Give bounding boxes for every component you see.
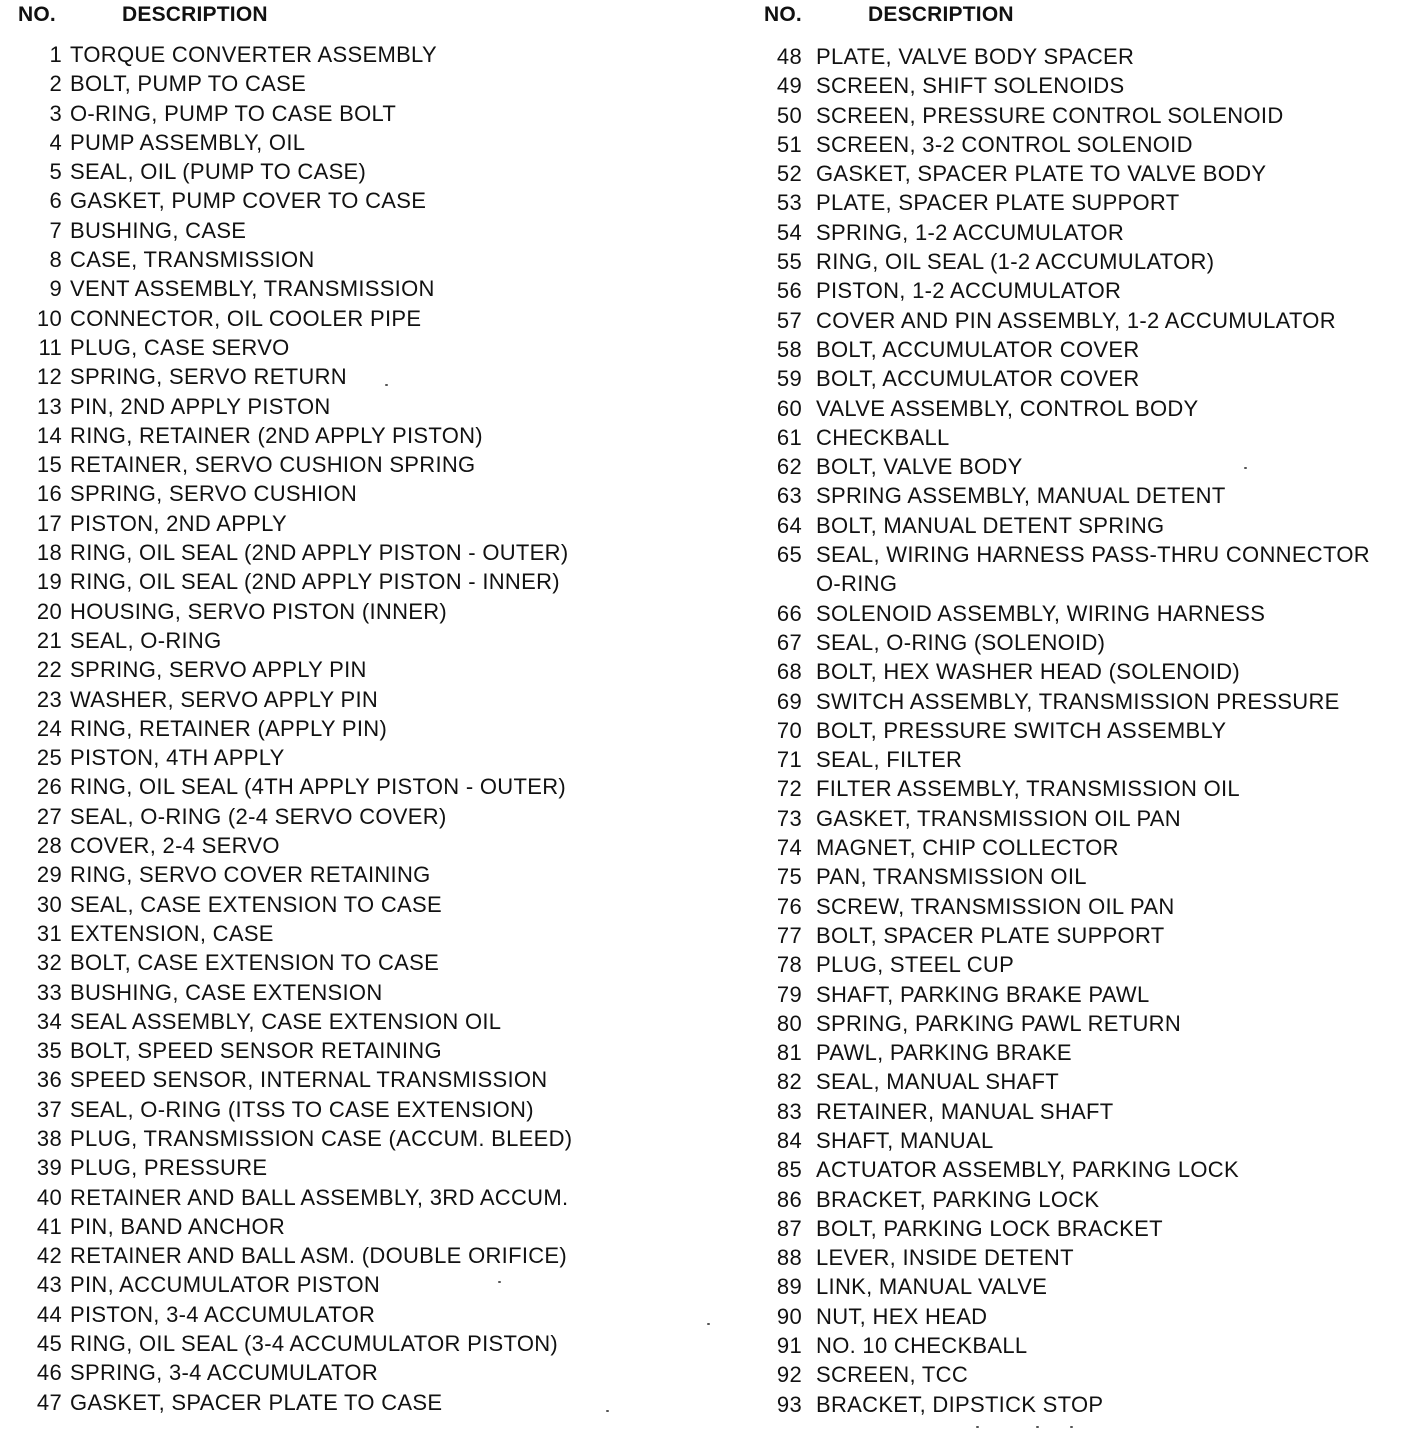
part-number: 22 — [36, 657, 62, 683]
part-description: RING, RETAINER (2ND APPLY PISTON) — [70, 422, 483, 448]
part-number: 59 — [776, 366, 802, 392]
part-row — [764, 130, 1370, 159]
part-row — [18, 1153, 572, 1182]
part-number: 85 — [776, 1157, 802, 1183]
part-description: BOLT, CASE EXTENSION TO CASE — [70, 950, 440, 976]
part-description: CHECKBALL — [816, 424, 950, 450]
part-description: CASE, TRANSMISSION — [70, 247, 315, 273]
part-number: 1 — [49, 42, 62, 67]
part-number: 64 — [776, 512, 802, 538]
part-row — [18, 216, 572, 245]
part-number: 14 — [36, 422, 62, 448]
part-row — [18, 99, 572, 128]
part-description: PIN, 2ND APPLY PISTON — [70, 393, 331, 419]
part-row — [764, 364, 1370, 393]
part-number: 84 — [776, 1127, 802, 1153]
part-description: RING, OIL SEAL (3-4 ACCUMULATOR PISTON) — [70, 1331, 559, 1357]
part-description: SEAL, O-RING — [70, 627, 222, 653]
part-description: PLUG, STEEL CUP — [816, 952, 1015, 978]
part-description: PAWL, PARKING BRAKE — [816, 1040, 1072, 1066]
part-description: NO. 10 CHECKBALL — [816, 1333, 1028, 1359]
parts-list-right-column — [764, 0, 1404, 1417]
parts-list-right — [764, 42, 1370, 1419]
part-row — [18, 1388, 572, 1417]
part-number: 32 — [36, 950, 62, 976]
part-description: SEAL, FILTER — [816, 747, 963, 773]
part-row — [764, 423, 1370, 452]
part-description: SCREW, TRANSMISSION OIL PAN — [816, 893, 1175, 919]
part-description: SEAL, O-RING (SOLENOID) — [816, 629, 1106, 655]
part-description: RING, OIL SEAL (4TH APPLY PISTON - OUTER) — [70, 774, 567, 800]
part-number: 57 — [776, 307, 802, 333]
part-number: 83 — [776, 1098, 802, 1124]
part-number: 12 — [36, 364, 62, 390]
part-number: 31 — [36, 920, 62, 946]
part-number: 92 — [776, 1362, 802, 1388]
part-number: 66 — [776, 600, 802, 626]
part-number: 63 — [776, 483, 802, 509]
part-description: BUSHING, CASE — [70, 217, 247, 243]
part-number: 90 — [776, 1303, 802, 1329]
part-description: SPRING, 3-4 ACCUMULATOR — [70, 1360, 379, 1386]
part-row — [18, 1241, 572, 1270]
scan-speck — [1036, 1426, 1039, 1428]
part-description: SCREEN, TCC — [816, 1362, 969, 1388]
part-row — [18, 509, 572, 538]
part-description: ACTUATOR ASSEMBLY, PARKING LOCK — [816, 1157, 1239, 1183]
part-description: SPEED SENSOR, INTERNAL TRANSMISSION — [70, 1067, 548, 1093]
part-description: EXTENSION, CASE — [70, 920, 274, 946]
part-row — [18, 157, 572, 186]
header-description-label: DESCRIPTION — [122, 3, 268, 26]
part-description: SEAL, O-RING (2-4 SERVO COVER) — [70, 803, 447, 829]
part-number: 33 — [36, 979, 62, 1005]
part-row — [18, 1270, 572, 1299]
part-description: SCREEN, 3-2 CONTROL SOLENOID — [816, 131, 1193, 157]
part-description: PLUG, PRESSURE — [70, 1155, 268, 1181]
part-row — [18, 714, 572, 743]
parts-list-left — [18, 40, 572, 1417]
part-row — [18, 128, 572, 157]
part-row — [764, 101, 1370, 130]
part-row — [764, 1067, 1370, 1096]
part-row — [18, 772, 572, 801]
part-number: 76 — [776, 893, 802, 919]
part-description: BUSHING, CASE EXTENSION — [70, 979, 383, 1005]
part-row — [18, 421, 572, 450]
scan-speck — [1070, 1426, 1073, 1428]
part-description: BOLT, PUMP TO CASE — [70, 71, 307, 97]
part-description: GASKET, SPACER PLATE TO VALVE BODY — [816, 161, 1267, 187]
part-row — [18, 362, 572, 391]
part-description: COVER, 2-4 SERVO — [70, 833, 280, 859]
part-number: 50 — [776, 102, 802, 128]
part-row — [18, 1095, 572, 1124]
part-description: TORQUE CONVERTER ASSEMBLY — [70, 42, 437, 67]
part-number: 61 — [776, 424, 802, 450]
part-row — [764, 1185, 1370, 1214]
part-number: 35 — [36, 1038, 62, 1064]
part-description: SPRING, SERVO APPLY PIN — [70, 657, 367, 683]
part-number: 40 — [36, 1184, 62, 1210]
part-number: 39 — [36, 1155, 62, 1181]
part-row — [764, 1272, 1370, 1301]
part-row — [18, 1329, 572, 1358]
part-description: PISTON, 3-4 ACCUMULATOR — [70, 1301, 376, 1327]
part-number: 36 — [36, 1067, 62, 1093]
part-row — [764, 218, 1370, 247]
part-number: 46 — [36, 1360, 62, 1386]
part-description: BOLT, VALVE BODY — [816, 454, 1023, 480]
part-description: SEAL, CASE EXTENSION TO CASE — [70, 891, 442, 917]
part-row — [764, 862, 1370, 891]
column-header-right — [764, 0, 1404, 30]
part-number: 38 — [36, 1125, 62, 1151]
part-number: 24 — [36, 715, 62, 741]
part-number: 45 — [36, 1331, 62, 1357]
part-description: PLUG, TRANSMISSION CASE (ACCUM. BLEED) — [70, 1125, 573, 1151]
part-row — [18, 860, 572, 889]
part-row — [764, 774, 1370, 803]
part-row — [764, 716, 1370, 745]
part-description: PISTON, 2ND APPLY — [70, 510, 288, 536]
part-row — [18, 831, 572, 860]
part-description: PISTON, 1-2 ACCUMULATOR — [816, 278, 1122, 304]
part-description: RING, OIL SEAL (2ND APPLY PISTON - INNER) — [70, 569, 560, 595]
part-row — [764, 804, 1370, 833]
part-row — [764, 628, 1370, 657]
part-number: 62 — [776, 454, 802, 480]
part-row — [764, 1214, 1370, 1243]
parts-list-left-column — [18, 0, 698, 1415]
part-number: 19 — [36, 569, 62, 595]
part-number: 54 — [776, 219, 802, 245]
part-description: MAGNET, CHIP COLLECTOR — [816, 835, 1119, 861]
part-description: SPRING, SERVO CUSHION — [70, 481, 358, 507]
part-description: PIN, ACCUMULATOR PISTON — [70, 1272, 381, 1298]
part-description: PUMP ASSEMBLY, OIL — [70, 129, 306, 155]
part-row — [18, 919, 572, 948]
scan-speck — [606, 1410, 609, 1412]
part-description: SEAL, WIRING HARNESS PASS-THRU CONNECTOR O-RING — [816, 542, 1370, 597]
part-row — [18, 597, 572, 626]
part-row — [18, 948, 572, 977]
part-number: 65 — [776, 542, 802, 568]
part-number: 27 — [36, 803, 62, 829]
part-row — [18, 1358, 572, 1387]
part-row — [764, 1331, 1370, 1360]
part-description: CONNECTOR, OIL COOLER PIPE — [70, 305, 422, 331]
part-row — [764, 452, 1370, 481]
part-description: VALVE ASSEMBLY, CONTROL BODY — [816, 395, 1199, 421]
part-description: RETAINER, SERVO CUSHION SPRING — [70, 452, 476, 478]
scan-speck — [385, 384, 388, 386]
part-number: 42 — [36, 1243, 62, 1269]
scan-speck — [498, 1281, 501, 1283]
part-number: 72 — [776, 776, 802, 802]
part-row — [18, 450, 572, 479]
part-number: 5 — [49, 159, 62, 185]
part-row — [764, 335, 1370, 364]
part-description: BOLT, ACCUMULATOR COVER — [816, 336, 1140, 362]
part-description: BOLT, PARKING LOCK BRACKET — [816, 1215, 1163, 1241]
part-number: 21 — [36, 627, 62, 653]
part-row — [764, 1038, 1370, 1067]
part-number: 6 — [49, 188, 62, 214]
part-description: RETAINER AND BALL ASM. (DOUBLE ORIFICE) — [70, 1243, 568, 1269]
part-number: 91 — [776, 1333, 802, 1359]
part-number: 11 — [38, 334, 62, 360]
part-number: 23 — [36, 686, 62, 712]
part-description: BRACKET, DIPSTICK STOP — [816, 1391, 1104, 1417]
part-row — [18, 890, 572, 919]
part-row — [764, 276, 1370, 305]
part-number: 26 — [36, 774, 62, 800]
part-row — [18, 802, 572, 831]
part-row — [764, 247, 1370, 276]
part-number: 4 — [49, 129, 62, 155]
part-number: 13 — [36, 393, 62, 419]
part-number: 3 — [49, 100, 62, 126]
part-row — [764, 540, 1370, 599]
part-number: 74 — [776, 835, 802, 861]
part-number: 82 — [776, 1069, 802, 1095]
part-row — [764, 71, 1370, 100]
part-description: SCREEN, SHIFT SOLENOIDS — [816, 73, 1125, 99]
part-description: O-RING, PUMP TO CASE BOLT — [70, 100, 397, 126]
part-row — [18, 479, 572, 508]
part-row — [764, 1390, 1370, 1419]
part-description: RETAINER AND BALL ASSEMBLY, 3RD ACCUM. — [70, 1184, 569, 1210]
part-row — [764, 1126, 1370, 1155]
part-number: 68 — [776, 659, 802, 685]
part-row — [18, 186, 572, 215]
part-row — [18, 567, 572, 596]
part-number: 15 — [36, 452, 62, 478]
part-description: PAN, TRANSMISSION OIL — [816, 864, 1087, 890]
part-number: 71 — [776, 747, 802, 773]
part-number: 73 — [776, 805, 802, 831]
part-description: SPRING ASSEMBLY, MANUAL DETENT — [816, 483, 1226, 509]
part-number: 58 — [776, 336, 802, 362]
header-number-label: NO. — [18, 3, 56, 26]
part-number: 47 — [36, 1389, 62, 1415]
part-description: SHAFT, PARKING BRAKE PAWL — [816, 981, 1150, 1007]
part-row — [18, 626, 572, 655]
part-row — [18, 304, 572, 333]
part-description: SEAL, MANUAL SHAFT — [816, 1069, 1059, 1095]
part-description: BOLT, PRESSURE SWITCH ASSEMBLY — [816, 717, 1227, 743]
part-number: 81 — [776, 1040, 802, 1066]
part-row — [764, 892, 1370, 921]
part-row — [764, 159, 1370, 188]
part-row — [18, 1183, 572, 1212]
part-number: 34 — [36, 1008, 62, 1034]
part-description: SEAL, OIL (PUMP TO CASE) — [70, 159, 367, 185]
part-description: COVER AND PIN ASSEMBLY, 1-2 ACCUMULATOR — [816, 307, 1336, 333]
part-row — [764, 1302, 1370, 1331]
part-description: SCREEN, PRESSURE CONTROL SOLENOID — [816, 102, 1284, 128]
part-number: 89 — [776, 1274, 802, 1300]
part-row — [18, 69, 572, 98]
part-description: LEVER, INSIDE DETENT — [816, 1245, 1074, 1271]
part-row — [764, 511, 1370, 540]
part-number: 44 — [36, 1301, 62, 1327]
part-description: GASKET, SPACER PLATE TO CASE — [70, 1389, 443, 1415]
part-number: 25 — [36, 745, 62, 771]
part-number: 43 — [36, 1272, 62, 1298]
part-number: 70 — [776, 717, 802, 743]
part-number: 86 — [776, 1186, 802, 1212]
part-row — [764, 1097, 1370, 1126]
part-number: 28 — [36, 833, 62, 859]
part-number: 87 — [776, 1215, 802, 1241]
part-row — [764, 1360, 1370, 1389]
part-row — [764, 980, 1370, 1009]
part-row — [764, 42, 1370, 71]
part-description: SEAL ASSEMBLY, CASE EXTENSION OIL — [70, 1008, 502, 1034]
part-description: SPRING, SERVO RETURN — [70, 364, 347, 390]
part-number: 55 — [776, 249, 802, 275]
part-row — [18, 1036, 572, 1065]
part-description: HOUSING, SERVO PISTON (INNER) — [70, 598, 448, 624]
part-number: 67 — [776, 629, 802, 655]
part-number: 7 — [49, 217, 62, 243]
header-description-label: DESCRIPTION — [868, 3, 1014, 26]
part-row — [18, 333, 572, 362]
header-number-label: NO. — [764, 3, 802, 26]
part-description: BOLT, MANUAL DETENT SPRING — [816, 512, 1165, 538]
part-number: 52 — [776, 161, 802, 187]
part-row — [18, 1007, 572, 1036]
part-number: 51 — [776, 131, 802, 157]
part-row — [764, 745, 1370, 774]
part-description: BRACKET, PARKING LOCK — [816, 1186, 1100, 1212]
part-number: 88 — [776, 1245, 802, 1271]
part-description: PLUG, CASE SERVO — [70, 334, 290, 360]
part-number: 9 — [49, 276, 62, 302]
part-description: PLATE, SPACER PLATE SUPPORT — [816, 190, 1180, 216]
part-number: 49 — [776, 73, 802, 99]
part-row — [764, 687, 1370, 716]
part-row — [764, 833, 1370, 862]
scan-speck — [707, 1323, 710, 1325]
part-description: LINK, MANUAL VALVE — [816, 1274, 1048, 1300]
part-row — [18, 1065, 572, 1094]
part-row — [18, 655, 572, 684]
part-description: SOLENOID ASSEMBLY, WIRING HARNESS — [816, 600, 1266, 626]
part-row — [18, 392, 572, 421]
part-row — [18, 1212, 572, 1241]
part-row — [18, 538, 572, 567]
part-description: VENT ASSEMBLY, TRANSMISSION — [70, 276, 435, 302]
part-number: 2 — [49, 71, 62, 97]
part-row — [764, 921, 1370, 950]
part-number: 18 — [36, 540, 62, 566]
scan-speck — [1244, 467, 1247, 469]
part-number: 80 — [776, 1010, 802, 1036]
part-row — [764, 394, 1370, 423]
part-description: FILTER ASSEMBLY, TRANSMISSION OIL — [816, 776, 1240, 802]
part-description: SWITCH ASSEMBLY, TRANSMISSION PRESSURE — [816, 688, 1340, 714]
part-description: BOLT, HEX WASHER HEAD (SOLENOID) — [816, 659, 1241, 685]
part-number: 20 — [36, 598, 62, 624]
part-row — [764, 950, 1370, 979]
part-description: SHAFT, MANUAL — [816, 1127, 994, 1153]
part-description: PIN, BAND ANCHOR — [70, 1213, 286, 1239]
part-description: RING, RETAINER (APPLY PIN) — [70, 715, 388, 741]
part-row — [764, 657, 1370, 686]
part-row — [18, 245, 572, 274]
part-number: 69 — [776, 688, 802, 714]
part-description: PLATE, VALVE BODY SPACER — [816, 44, 1135, 69]
part-number: 60 — [776, 395, 802, 421]
part-description: SPRING, PARKING PAWL RETURN — [816, 1010, 1182, 1036]
part-number: 93 — [776, 1391, 802, 1417]
part-number: 37 — [36, 1096, 62, 1122]
part-row — [18, 274, 572, 303]
part-description: PISTON, 4TH APPLY — [70, 745, 285, 771]
part-row — [18, 40, 572, 69]
part-number: 10 — [36, 305, 62, 331]
part-number: 79 — [776, 981, 802, 1007]
part-row — [764, 599, 1370, 628]
part-number: 17 — [36, 510, 62, 536]
part-row — [18, 1300, 572, 1329]
part-description: SPRING, 1-2 ACCUMULATOR — [816, 219, 1125, 245]
part-description: NUT, HEX HEAD — [816, 1303, 988, 1329]
part-row — [764, 1243, 1370, 1272]
part-number: 77 — [776, 922, 802, 948]
part-row — [18, 685, 572, 714]
part-description: BOLT, SPEED SENSOR RETAINING — [70, 1038, 442, 1064]
column-header-left — [18, 0, 698, 30]
part-number: 30 — [36, 891, 62, 917]
part-description: RING, OIL SEAL (1-2 ACCUMULATOR) — [816, 249, 1215, 275]
part-row — [764, 306, 1370, 335]
part-description: BOLT, ACCUMULATOR COVER — [816, 366, 1140, 392]
part-row — [18, 743, 572, 772]
part-description: BOLT, SPACER PLATE SUPPORT — [816, 922, 1165, 948]
part-row — [764, 1155, 1370, 1184]
part-description: GASKET, TRANSMISSION OIL PAN — [816, 805, 1181, 831]
scan-speck — [976, 1426, 979, 1428]
part-number: 16 — [36, 481, 62, 507]
part-number: 75 — [776, 864, 802, 890]
part-row — [18, 1124, 572, 1153]
part-description: RING, OIL SEAL (2ND APPLY PISTON - OUTER) — [70, 540, 569, 566]
part-row — [764, 1009, 1370, 1038]
part-number: 53 — [776, 190, 802, 216]
part-description: RING, SERVO COVER RETAINING — [70, 862, 431, 888]
part-number: 29 — [36, 862, 62, 888]
part-description: GASKET, PUMP COVER TO CASE — [70, 188, 427, 214]
part-number: 48 — [776, 44, 802, 69]
part-number: 56 — [776, 278, 802, 304]
part-description: WASHER, SERVO APPLY PIN — [70, 686, 379, 712]
part-description: RETAINER, MANUAL SHAFT — [816, 1098, 1114, 1124]
part-description: SEAL, O-RING (ITSS TO CASE EXTENSION) — [70, 1096, 534, 1122]
part-row — [18, 978, 572, 1007]
part-number: 41 — [36, 1213, 62, 1239]
part-row — [764, 188, 1370, 217]
part-number: 8 — [49, 247, 62, 273]
part-row — [764, 481, 1370, 510]
part-number: 78 — [776, 952, 802, 978]
